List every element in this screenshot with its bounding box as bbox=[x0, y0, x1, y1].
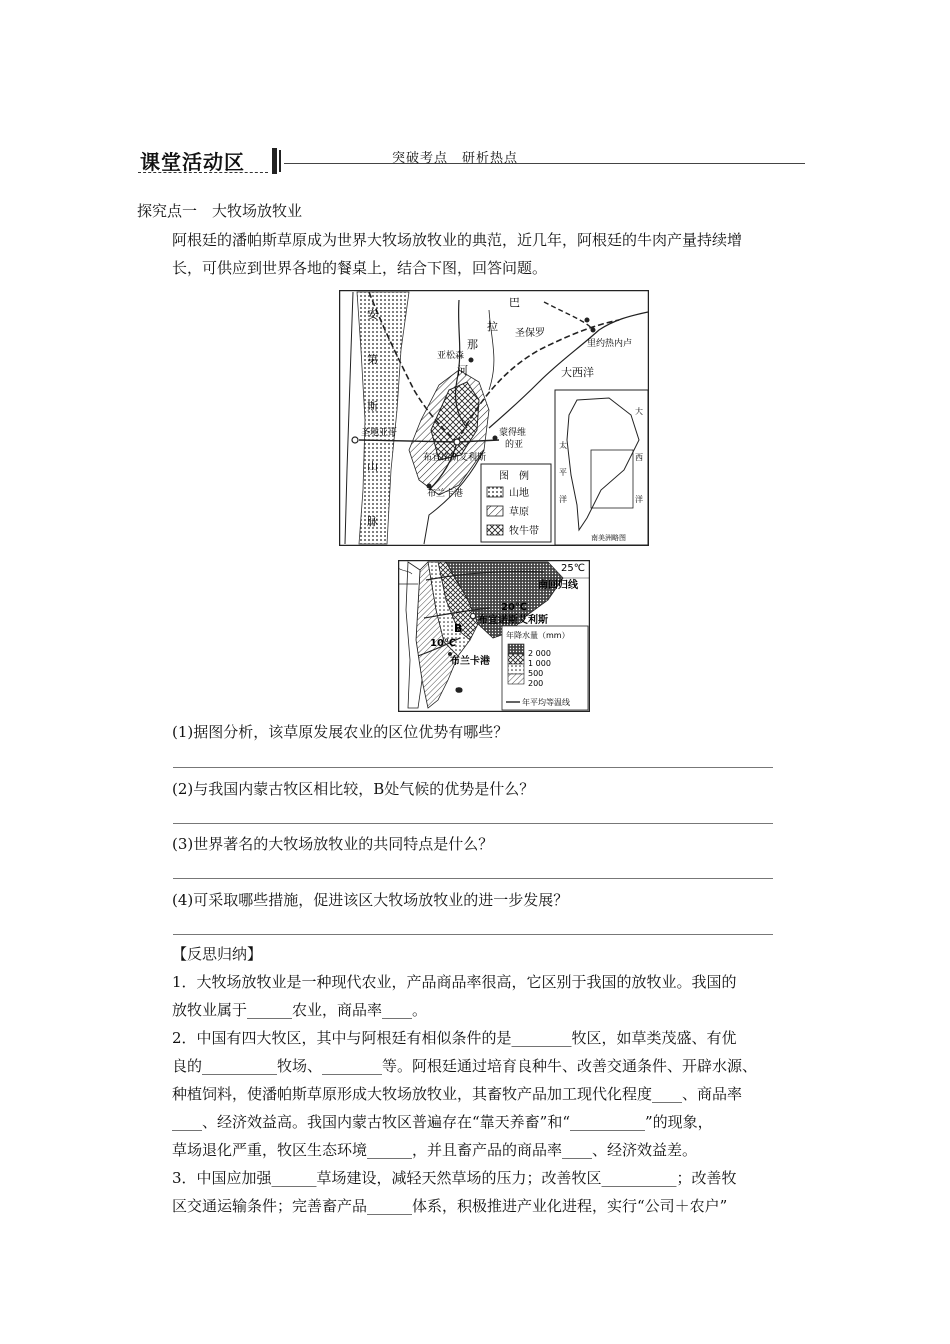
precip-1000: 1 000 bbox=[528, 659, 551, 668]
precipitation-isotherm-map bbox=[398, 560, 590, 712]
city-santiago bbox=[352, 437, 358, 443]
isotherm-legend: 年平均等温线 bbox=[522, 698, 570, 707]
summary-line-6: ____、经济效益高。我国内蒙古牧区普遍存在“靠天养畜”和“__________”的现象， bbox=[172, 1113, 713, 1131]
banner-dash-line bbox=[138, 172, 268, 173]
answer-line-4 bbox=[173, 934, 773, 935]
label-bahia-blanca-2: 布兰卡港 bbox=[450, 656, 490, 667]
summary-line-9: 区交通运输条件；完善畜产品______体系，积极推进产业化进程，实行“公司＋农户” bbox=[172, 1197, 728, 1215]
city-buenos-aires-2 bbox=[471, 614, 476, 619]
banner-rule bbox=[284, 163, 805, 164]
banner-bar-thin bbox=[279, 150, 281, 172]
label-bahia-blanca: 布兰卡港 bbox=[427, 489, 464, 499]
section-banner-subtitle: 突破考点 研析热点 bbox=[392, 151, 519, 166]
label-25c: 25℃ bbox=[561, 563, 585, 574]
city-montevideo bbox=[493, 436, 498, 441]
label-10c: 10℃ bbox=[430, 638, 457, 649]
precip-2000: 2 000 bbox=[528, 649, 551, 658]
pampas-location-map bbox=[339, 290, 649, 546]
inset-label-yang1: 洋 bbox=[559, 495, 567, 504]
label-asuncion: 亚松森 bbox=[437, 351, 465, 361]
precip-200: 200 bbox=[528, 679, 544, 688]
precip-legend-title: 年降水量（mm） bbox=[506, 631, 570, 640]
label-mai: 脉 bbox=[367, 515, 378, 528]
label-an: 安 bbox=[367, 308, 378, 321]
question-1: (1)据图分析，该草原发展农业的区位优势有哪些？ bbox=[172, 723, 509, 741]
legend-title: 图 例 bbox=[499, 471, 529, 482]
legend-grassland: 草原 bbox=[509, 507, 529, 518]
summary-line-2: 放牧业属于______农业，商品率____。 bbox=[172, 1001, 428, 1019]
inset-label-da: 大 bbox=[635, 407, 643, 416]
city-sao-paulo bbox=[585, 318, 590, 323]
intro-line-1: 阿根廷的潘帕斯草原成为世界大牧场放牧业的典范，近几年，阿根廷的牛肉产量持续增 bbox=[172, 231, 743, 249]
inset-label-yang2: 洋 bbox=[635, 495, 643, 504]
section-heading: 探究点一 大牧场放牧业 bbox=[137, 202, 303, 220]
label-ba: 巴 bbox=[509, 296, 520, 309]
label-atlantic: 大西洋 bbox=[561, 366, 594, 379]
label-point-b: B bbox=[454, 622, 463, 635]
precip-500: 500 bbox=[528, 669, 544, 678]
question-2: (2)与我国内蒙古牧区相比较，B处气候的优势是什么？ bbox=[172, 780, 535, 798]
label-tropic: 南回归线 bbox=[538, 580, 578, 591]
label-rio: 里约热内卢 bbox=[587, 339, 633, 349]
summary-line-8: 3．中国应加强______草场建设，减轻天然草场的压力；改善牧区__________；改善牧 bbox=[172, 1169, 737, 1187]
label-la: 拉 bbox=[487, 320, 498, 333]
question-3: (3)世界著名的大牧场放牧业的共同特点是什么？ bbox=[172, 835, 494, 853]
city-rio bbox=[591, 328, 596, 333]
banner-bar bbox=[272, 148, 277, 174]
answer-line-3 bbox=[173, 878, 773, 879]
summary-line-4: 良的__________牧场、________等。阿根廷通过培育良种牛、改善交通条件、开辟水源、 bbox=[172, 1057, 758, 1075]
summary-line-3: 2．中国有四大牧区，其中与阿根廷有相似条件的是________牧区，如草类茂盛、有优 bbox=[172, 1029, 737, 1047]
label-buenos-aires-2: 布宜诺斯艾利斯 bbox=[478, 615, 548, 626]
answer-line-2 bbox=[173, 823, 773, 824]
intro-line-2: 长，可供应到世界各地的餐桌上，结合下图，回答问题。 bbox=[172, 259, 548, 277]
question-4: (4)可采取哪些措施，促进该区大牧场放牧业的进一步发展？ bbox=[172, 891, 569, 909]
section-banner-title: 课堂活动区 bbox=[140, 150, 245, 174]
answer-line-1 bbox=[173, 767, 773, 768]
legend-cattle: 牧牛带 bbox=[509, 526, 539, 537]
legend-mountain: 山地 bbox=[509, 488, 529, 499]
summary-heading: 【反思归纳】 bbox=[172, 945, 263, 963]
label-sao-paulo: 圣保罗 bbox=[515, 328, 545, 339]
legend-swatch-grassland bbox=[487, 506, 503, 516]
city-bahia-blanca bbox=[427, 484, 432, 489]
label-he: 河 bbox=[457, 364, 468, 377]
summary-line-5: 种植饲料，使潘帕斯草原形成大牧场放牧业，其畜牧产品加工现代化程度____、商品率 bbox=[172, 1085, 743, 1103]
label-si: 斯 bbox=[367, 400, 378, 413]
city-buenos-aires bbox=[454, 439, 460, 445]
summary-line-7: 草场退化严重，牧区生态环境______，并且畜产品的商品率____、经济效益差。 bbox=[172, 1141, 698, 1159]
city-asuncion bbox=[469, 358, 474, 363]
inset-label-ping: 平 bbox=[559, 468, 567, 477]
label-20c: 20℃ bbox=[501, 602, 528, 613]
inset-label-tai: 太 bbox=[559, 441, 567, 450]
label-santiago: 圣地亚哥 bbox=[361, 428, 398, 438]
inset-caption: 南美洲略图 bbox=[591, 534, 626, 542]
inset-label-xi: 西 bbox=[635, 453, 643, 462]
label-di: 第 bbox=[367, 353, 378, 366]
label-buenos-aires: 布宜诺斯艾利斯 bbox=[423, 453, 487, 463]
summary-line-1: 1．大牧场放牧业是一种现代农业，产品商品率很高，它区别于我国的放牧业。我国的 bbox=[172, 973, 737, 991]
label-montevideo-2: 的亚 bbox=[505, 440, 524, 450]
legend-swatch-mountain bbox=[487, 487, 503, 497]
label-montevideo-1: 蒙得维 bbox=[499, 428, 527, 438]
legend-swatch-cattle bbox=[487, 525, 503, 535]
label-shan: 山 bbox=[367, 460, 378, 473]
label-na: 那 bbox=[467, 338, 478, 351]
